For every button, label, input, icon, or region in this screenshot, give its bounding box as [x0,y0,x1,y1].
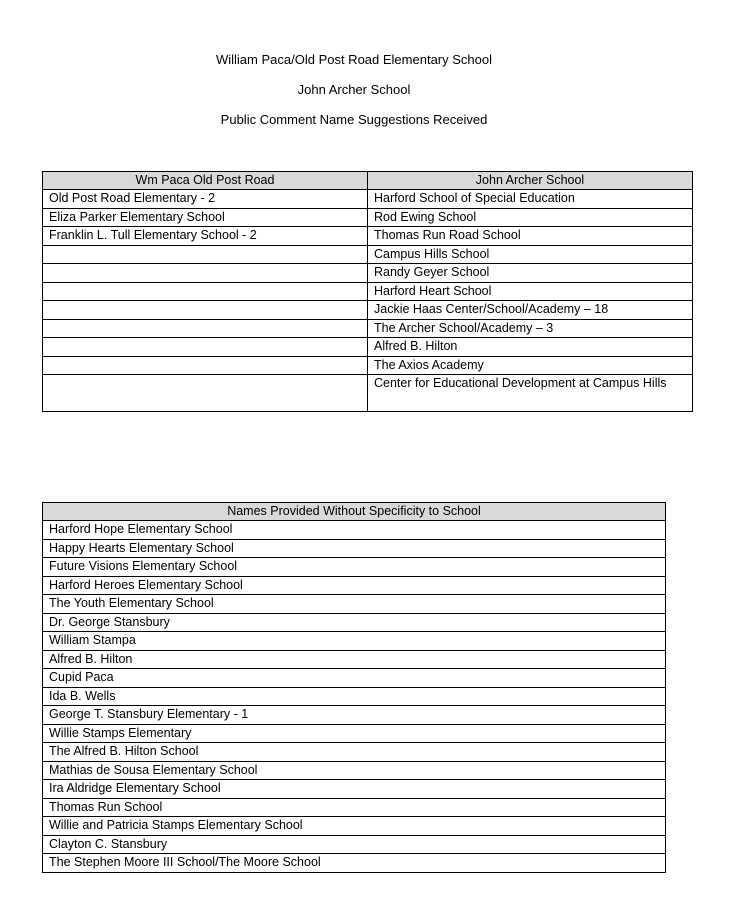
table-row [43,338,693,357]
wm-paca-cell [43,356,368,375]
john-archer-cell: Campus Hills School [368,245,693,264]
table-header-row [43,503,666,521]
john-archer-cell: Jackie Haas Center/School/Academy – 18 [368,301,693,320]
name-cell: Willie Stamps Elementary [43,724,666,743]
wm-paca-cell [43,264,368,283]
table-row [43,687,666,706]
name-cell: Ida B. Wells [43,687,666,706]
john-archer-cell: Alfred B. Hilton [368,338,693,357]
wm-paca-cell [43,375,368,412]
table-row [43,282,693,301]
wm-paca-cell [43,319,368,338]
john-archer-cell: Randy Geyer School [368,264,693,283]
table-row [43,669,666,688]
general-name-suggestions-table [42,502,666,873]
column-header-general: Names Provided Without Specificity to School [43,503,666,521]
name-cell: The Youth Elementary School [43,595,666,614]
name-cell: The Alfred B. Hilton School [43,743,666,762]
table-row [43,539,666,558]
name-cell: Happy Hearts Elementary School [43,539,666,558]
name-cell: Ira Aldridge Elementary School [43,780,666,799]
table-row [43,595,666,614]
table-row [43,558,666,577]
table-row [43,780,666,799]
john-archer-cell: The Archer School/Academy – 3 [368,319,693,338]
name-cell: Dr. George Stansbury [43,613,666,632]
name-cell: Willie and Patricia Stamps Elementary School [43,817,666,836]
wm-paca-cell [43,338,368,357]
table-row [43,650,666,669]
name-cell: Cupid Paca [43,669,666,688]
table-row [43,576,666,595]
table-row [43,264,693,283]
name-cell: George T. Stansbury Elementary - 1 [43,706,666,725]
document-title: William Paca/Old Post Road Elementary School [215,52,492,67]
table-row [43,356,693,375]
table-row [43,835,666,854]
john-archer-cell: Harford School of Special Education [368,190,693,209]
john-archer-cell: Rod Ewing School [368,208,693,227]
name-cell: The Stephen Moore III School/The Moore School [43,854,666,873]
wm-paca-cell: Eliza Parker Elementary School [43,208,368,227]
name-cell: Alfred B. Hilton [43,650,666,669]
wm-paca-cell: Franklin L. Tull Elementary School - 2 [43,227,368,246]
school-name-suggestions-table [42,171,693,412]
name-cell: Mathias de Sousa Elementary School [43,761,666,780]
john-archer-cell: The Axios Academy [368,356,693,375]
table-row [43,706,666,725]
wm-paca-cell [43,301,368,320]
john-archer-cell: Center for Educational Development at Campus Hills [368,375,693,412]
name-cell: Harford Heroes Elementary School [43,576,666,595]
table-row [43,613,666,632]
table-row [43,227,693,246]
table-row [43,208,693,227]
document-subtitle: John Archer School [297,82,411,97]
name-cell: Harford Hope Elementary School [43,521,666,540]
john-archer-cell: Thomas Run Road School [368,227,693,246]
table-row [43,521,666,540]
table-row [43,245,693,264]
name-cell: William Stampa [43,632,666,651]
table-row [43,375,693,412]
document-description: Public Comment Name Suggestions Received [220,112,488,127]
name-cell: Clayton C. Stansbury [43,835,666,854]
john-archer-cell: Harford Heart School [368,282,693,301]
table-row [43,190,693,209]
wm-paca-cell [43,245,368,264]
name-cell: Future Visions Elementary School [43,558,666,577]
table-row [43,761,666,780]
table-row [43,798,666,817]
table-header-row [43,172,693,190]
table-row [43,854,666,873]
column-header-john-archer: John Archer School [368,172,693,190]
table-row [43,632,666,651]
wm-paca-cell [43,282,368,301]
table-row [43,319,693,338]
table-row [43,301,693,320]
column-header-wm-paca: Wm Paca Old Post Road [43,172,368,190]
table-row [43,817,666,836]
wm-paca-cell: Old Post Road Elementary - 2 [43,190,368,209]
table-row [43,743,666,762]
name-cell: Thomas Run School [43,798,666,817]
table-row [43,724,666,743]
